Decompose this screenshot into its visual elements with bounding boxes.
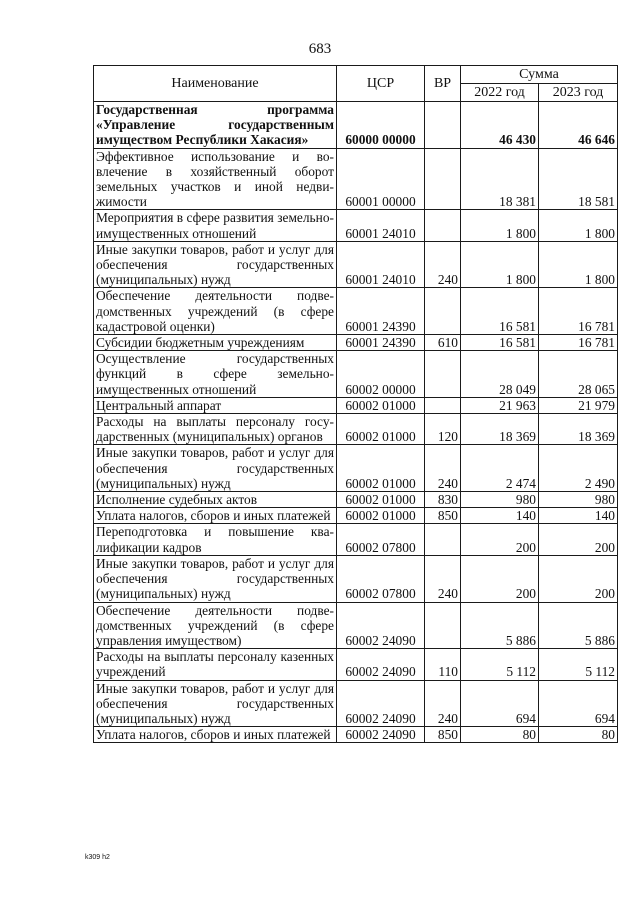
row-2022-cell: 16 581 bbox=[461, 335, 539, 351]
row-vr-cell: 240 bbox=[425, 680, 461, 727]
row-vr-cell: 830 bbox=[425, 492, 461, 508]
row-name-cell: Уплата налогов, сборов и иных платежей bbox=[94, 727, 337, 743]
table-row bbox=[94, 102, 618, 149]
row-csr-cell: 60001 24010 bbox=[337, 210, 425, 241]
table-row bbox=[94, 524, 618, 555]
row-vr-cell: 850 bbox=[425, 727, 461, 743]
footer-code: k309 h2 bbox=[85, 854, 110, 861]
row-vr-cell bbox=[425, 210, 461, 241]
row-name-cell: Иные закупки товаров, работ и услуг для обеспечения государственных (муниципальных) нужд bbox=[94, 241, 337, 288]
row-2022-cell: 200 bbox=[461, 555, 539, 602]
row-2022-cell: 28 049 bbox=[461, 351, 539, 398]
header-sum: Сумма bbox=[461, 66, 618, 84]
row-vr-cell bbox=[425, 288, 461, 335]
row-2023-cell: 5 112 bbox=[539, 649, 618, 680]
row-name-cell: Обеспечение деятельности подведомственных учреждений (в сфере кадастровой оценки) bbox=[94, 288, 337, 335]
row-vr-cell: 240 bbox=[425, 241, 461, 288]
row-csr-cell: 60000 00000 bbox=[337, 102, 425, 149]
table-row bbox=[94, 649, 618, 680]
table-row bbox=[94, 288, 618, 335]
header-name: Наименование bbox=[94, 66, 337, 102]
row-name-cell: Государственная программа «Управление государственным имуществом Республики Хакасия» bbox=[94, 102, 337, 149]
row-csr-cell: 60002 01000 bbox=[337, 492, 425, 508]
table-row bbox=[94, 445, 618, 492]
table-row bbox=[94, 414, 618, 445]
row-2023-cell: 200 bbox=[539, 524, 618, 555]
row-vr-cell bbox=[425, 524, 461, 555]
row-name-cell: Иные закупки товаров, работ и услуг для обеспечения государственных (муниципальных) нужд bbox=[94, 680, 337, 727]
row-vr-cell bbox=[425, 351, 461, 398]
row-2022-cell: 5 112 bbox=[461, 649, 539, 680]
row-2022-cell: 980 bbox=[461, 492, 539, 508]
page-number: 683 bbox=[308, 41, 332, 57]
row-csr-cell: 60001 24010 bbox=[337, 241, 425, 288]
row-vr-cell: 240 bbox=[425, 555, 461, 602]
row-csr-cell: 60002 24090 bbox=[337, 680, 425, 727]
row-name-cell: Исполнение судебных актов bbox=[94, 492, 337, 508]
row-2022-cell: 46 430 bbox=[461, 102, 539, 149]
row-2022-cell: 5 886 bbox=[461, 602, 539, 649]
row-2023-cell: 16 781 bbox=[539, 288, 618, 335]
table-row bbox=[94, 602, 618, 649]
table-row bbox=[94, 351, 618, 398]
row-vr-cell: 850 bbox=[425, 508, 461, 524]
row-csr-cell: 60001 00000 bbox=[337, 148, 425, 210]
table-row bbox=[94, 727, 618, 743]
row-name-cell: Иные закупки товаров, работ и услуг для обеспечения государственных (муниципальных) нужд bbox=[94, 445, 337, 492]
row-name-cell: Расходы на выплаты персоналу государственных (муниципальных) органов bbox=[94, 414, 337, 445]
row-csr-cell: 60002 01000 bbox=[337, 397, 425, 413]
row-csr-cell: 60001 24390 bbox=[337, 288, 425, 335]
row-2023-cell: 18 369 bbox=[539, 414, 618, 445]
row-2023-cell: 5 886 bbox=[539, 602, 618, 649]
row-2023-cell: 28 065 bbox=[539, 351, 618, 398]
row-name-cell: Эффективное использование и вовлечение в хозяйственный оборот земельных участков и иной недвижимости bbox=[94, 148, 337, 210]
row-2023-cell: 1 800 bbox=[539, 241, 618, 288]
row-csr-cell: 60002 00000 bbox=[337, 351, 425, 398]
row-2022-cell: 200 bbox=[461, 524, 539, 555]
table-row bbox=[94, 210, 618, 241]
row-csr-cell: 60002 01000 bbox=[337, 508, 425, 524]
table-row bbox=[94, 335, 618, 351]
table-row bbox=[94, 492, 618, 508]
row-csr-cell: 60002 01000 bbox=[337, 445, 425, 492]
row-vr-cell: 120 bbox=[425, 414, 461, 445]
row-name-cell: Уплата налогов, сборов и иных платежей bbox=[94, 508, 337, 524]
row-csr-cell: 60002 24090 bbox=[337, 727, 425, 743]
row-csr-cell: 60002 01000 bbox=[337, 414, 425, 445]
table-row bbox=[94, 680, 618, 727]
table-row bbox=[94, 148, 618, 210]
row-name-cell: Мероприятия в сфере развития земельно-имущественных отношений bbox=[94, 210, 337, 241]
row-vr-cell: 240 bbox=[425, 445, 461, 492]
row-name-cell: Осуществление государственных функций в сфере земельно-имущественных отношений bbox=[94, 351, 337, 398]
row-csr-cell: 60002 24090 bbox=[337, 649, 425, 680]
row-2022-cell: 18 381 bbox=[461, 148, 539, 210]
table-row bbox=[94, 555, 618, 602]
row-vr-cell bbox=[425, 397, 461, 413]
row-2023-cell: 21 979 bbox=[539, 397, 618, 413]
row-2023-cell: 2 490 bbox=[539, 445, 618, 492]
row-name-cell: Расходы на выплаты персоналу казенных учреждений bbox=[94, 649, 337, 680]
row-name-cell: Субсидии бюджетным учреждениям bbox=[94, 335, 337, 351]
header-csr: ЦСР bbox=[337, 66, 425, 102]
row-2023-cell: 1 800 bbox=[539, 210, 618, 241]
header-year-2022: 2022 год bbox=[461, 84, 539, 102]
row-vr-cell: 610 bbox=[425, 335, 461, 351]
row-csr-cell: 60002 07800 bbox=[337, 555, 425, 602]
row-2023-cell: 16 781 bbox=[539, 335, 618, 351]
row-2023-cell: 18 581 bbox=[539, 148, 618, 210]
row-vr-cell bbox=[425, 602, 461, 649]
row-2023-cell: 80 bbox=[539, 727, 618, 743]
row-vr-cell bbox=[425, 102, 461, 149]
row-2022-cell: 18 369 bbox=[461, 414, 539, 445]
row-csr-cell: 60002 07800 bbox=[337, 524, 425, 555]
row-csr-cell: 60001 24390 bbox=[337, 335, 425, 351]
row-2022-cell: 1 800 bbox=[461, 210, 539, 241]
row-2022-cell: 694 bbox=[461, 680, 539, 727]
row-2023-cell: 980 bbox=[539, 492, 618, 508]
row-csr-cell: 60002 24090 bbox=[337, 602, 425, 649]
row-2022-cell: 1 800 bbox=[461, 241, 539, 288]
row-name-cell: Обеспечение деятельности подведомственных учреждений (в сфере управления имуществом) bbox=[94, 602, 337, 649]
row-2022-cell: 21 963 bbox=[461, 397, 539, 413]
table-row bbox=[94, 397, 618, 413]
table-row bbox=[94, 508, 618, 524]
row-2023-cell: 694 bbox=[539, 680, 618, 727]
row-vr-cell: 110 bbox=[425, 649, 461, 680]
row-2023-cell: 140 bbox=[539, 508, 618, 524]
row-name-cell: Переподготовка и повышение квалификации кадров bbox=[94, 524, 337, 555]
row-2022-cell: 16 581 bbox=[461, 288, 539, 335]
table-row bbox=[94, 241, 618, 288]
row-2022-cell: 140 bbox=[461, 508, 539, 524]
budget-table bbox=[93, 65, 618, 743]
row-2022-cell: 2 474 bbox=[461, 445, 539, 492]
row-2022-cell: 80 bbox=[461, 727, 539, 743]
row-vr-cell bbox=[425, 148, 461, 210]
table-body bbox=[94, 102, 618, 743]
row-name-cell: Центральный аппарат bbox=[94, 397, 337, 413]
table-header bbox=[94, 66, 618, 102]
row-2023-cell: 200 bbox=[539, 555, 618, 602]
header-year-2023: 2023 год bbox=[539, 84, 618, 102]
row-2023-cell: 46 646 bbox=[539, 102, 618, 149]
row-name-cell: Иные закупки товаров, работ и услуг для обеспечения государственных (муниципальных) нужд bbox=[94, 555, 337, 602]
header-vr: ВР bbox=[425, 66, 461, 102]
